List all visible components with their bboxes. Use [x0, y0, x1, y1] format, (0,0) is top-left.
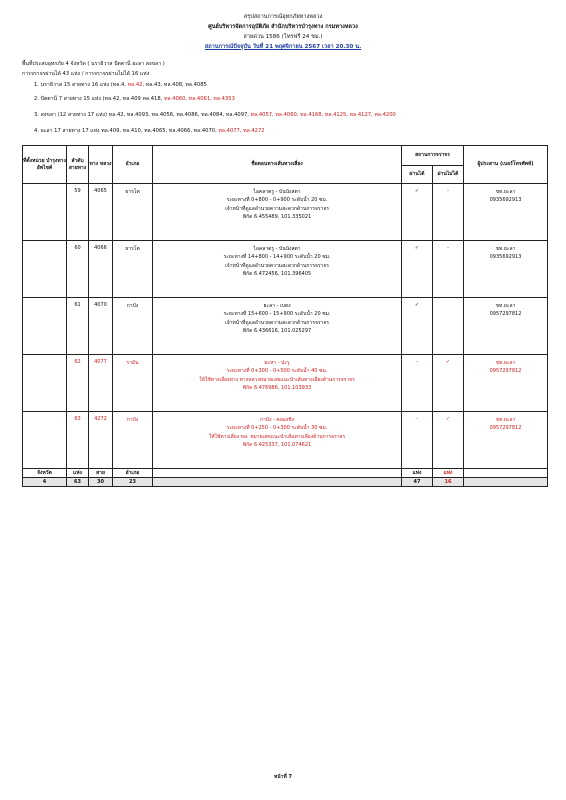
impassable-mark [433, 298, 464, 355]
flood-route-table [22, 145, 548, 487]
route-details [153, 298, 402, 355]
route-details [153, 412, 402, 469]
route-name: ยะลา - เบตง [263, 303, 291, 309]
route-details [153, 355, 402, 412]
province-line-text: 1. นราธิวาส 15 สายทาง 16 แห่ง (ทล.4, [34, 82, 126, 88]
route-note: ให้ใช้ทางเลี่ยง ทล. หมายเลขแนะนำเส้นทางเลี่ยงด้านการจราจร [208, 433, 346, 440]
summary-label-district: อำเภอ [113, 469, 153, 478]
route-district: ธารโต [113, 184, 153, 241]
summary-label-routes: สาย [89, 469, 113, 478]
route-highway: 4077 [89, 355, 113, 412]
contact-office: ขท.ยะลา [495, 303, 516, 309]
route-coordinates: พิกัด 6.455489, 101.335021 [242, 214, 312, 221]
contact-cell [464, 298, 548, 355]
route-distance: ระยะทางที่ 0+300 - 0+500 ระดับน้ำ 40 ซม. [226, 368, 328, 375]
contact-cell [464, 184, 548, 241]
col-header-district: อำเภอ [113, 146, 153, 184]
contact-phone: 0935692913 [489, 197, 522, 204]
table-row [23, 412, 548, 469]
route-coordinates: พิกัด 6.476986, 101.103933 [242, 385, 312, 392]
route-coordinates: พิกัด 6.472456, 101.396405 [242, 271, 312, 278]
summary-province-count: 4 [23, 478, 67, 487]
province-line-highlight: ทล.4060, ทล.4061, ทล.4353 [163, 96, 235, 102]
route-highway: 4272 [89, 412, 113, 469]
hotline: สายด่วน 1586 (โทรฟรี 24 ชม.) [243, 34, 323, 40]
province-line-4 [34, 128, 265, 134]
contact-cell [464, 241, 548, 298]
passable-mark: - [402, 355, 433, 412]
table-row [23, 184, 548, 241]
summary-label-impassable: แห่ง [433, 469, 464, 478]
province-line-3 [34, 112, 396, 118]
province-line-highlight: ทล.4057, ทล.4060, ทล.4168, ทล.4125, ทล.4127, ทล.4200 [250, 112, 396, 118]
summary-value-row [23, 478, 548, 487]
passable-mark: - [402, 412, 433, 469]
contact-phone: 0957297812 [489, 368, 522, 375]
summary-label-province: จังหวัด [23, 469, 67, 478]
route-details [153, 241, 402, 298]
col-header-impassable: ผ่านไม่ได้ [433, 166, 464, 184]
passable-mark: ✓ [402, 184, 433, 241]
table-row [23, 241, 548, 298]
col-header-traffic-status: สถานการจราจร [402, 146, 464, 166]
route-name: กาบัง - คลองชิง [259, 417, 295, 423]
summary-passable-count: 47 [402, 478, 433, 487]
route-highway: 4065 [89, 184, 113, 241]
contact-phone: 0957297812 [489, 425, 522, 432]
passable-summary: การจราจรผ่านได้ 43 แห่ง / การจราจรผ่านไม่ได้ 16 แห่ง [22, 71, 150, 77]
passable-mark: ✓ [402, 298, 433, 355]
contact-office: ขท.ยะลา [495, 360, 516, 366]
province-line-text: 4. ยะลา 17 สายทาง 17 แห่ง ทล.409, ทล.410, ทล.4065, ทล.4066, ทล.4070, [34, 128, 217, 134]
province-line-highlight: ทล.42, [127, 82, 145, 88]
impassable-mark: ✓ [433, 355, 464, 412]
summary-impassable-count: 16 [433, 478, 464, 487]
summary-points-count: 63 [67, 478, 89, 487]
route-seq: 60 [67, 241, 89, 298]
route-details [153, 184, 402, 241]
affected-areas: พื้นที่ประสบอุทกภัย 4 จังหวัด ( นราธิวาส ปัตตานี ยะลา สงขลา ) [22, 61, 165, 67]
route-district: กาบัง [113, 298, 153, 355]
contact-cell [464, 412, 548, 469]
summary-district-count: 23 [113, 478, 153, 487]
col-header-seq: ลำดับ สายทาง [67, 146, 89, 184]
route-coordinates: พิกัด 6.436616, 101.025297 [242, 328, 312, 335]
col-header-route-name: ชื่อตอนทางเส้นทางเลี่ยง [153, 146, 402, 184]
contact-cell [464, 355, 548, 412]
route-distance: ระยะทางที่ 0+250 - 0+300 ระดับน้ำ 30 ซม. [226, 425, 328, 432]
contact-office: ขท.ยะลา [495, 417, 516, 423]
col-header-unit: ที่ตั้งหน่วย บำรุงทาง อัพไชค์ [23, 146, 67, 184]
route-district: ธารโต [113, 241, 153, 298]
route-distance: ระยะทางที่ 15+600 - 15+900 ระดับน้ำ 20 ซม. [223, 311, 331, 318]
col-header-contact: ผู้ประสาน (เบอร์โทรศัพท์) [464, 146, 548, 184]
contact-office: ขท.ยะลา [495, 246, 516, 252]
route-name: ไอคลาตรู - บันนังสตา [253, 246, 301, 252]
province-line-text: 3. สงขลา (12 สายทาง 17 แห่ง) ทล.42, ทล.4093, ทล.4056, ทล.4086, ทล.4084, ทล.4097, [34, 112, 249, 118]
passable-mark: ✓ [402, 241, 433, 298]
province-line-highlight: ทล.4077, ทล.4272 [218, 128, 265, 134]
contact-phone: 0935692913 [489, 254, 522, 261]
province-line-2 [34, 96, 235, 102]
impassable-mark: - [433, 184, 464, 241]
route-distance: ระยะทางที่ 14+800 - 14+900 ระดับน้ำ 20 ซม. [223, 254, 331, 261]
route-distance: ระยะทางที่ 0+800 - 0+900 ระดับน้ำ 20 ซม. [226, 197, 328, 204]
route-district: กาบัง [113, 412, 153, 469]
contact-phone: 0957297812 [489, 311, 522, 318]
table-row [23, 298, 548, 355]
route-seq: 61 [67, 298, 89, 355]
route-name: ยะหา - ปะรู [264, 360, 290, 366]
report-timestamp: สถานการณ์ปัจจุบัน วันที่ 21 พฤศจิกายน 2567 เวลา 20.30 น. [204, 44, 362, 50]
summary-label-row [23, 469, 548, 478]
table-row [23, 355, 548, 412]
impassable-mark: ✓ [433, 412, 464, 469]
route-seq: 62 [67, 355, 89, 412]
summary-routes-count: 30 [89, 478, 113, 487]
route-name: ไอคลาตรู - บันนังสตา [253, 189, 301, 195]
route-highway: 4070 [89, 298, 113, 355]
summary-label-points: แห่ง [67, 469, 89, 478]
route-seq: 63 [67, 412, 89, 469]
province-line-1 [34, 82, 207, 88]
route-seq: 59 [67, 184, 89, 241]
route-note: ให้ใช้ทางเลี่ยงทาง ทางหลวงหมายเลขแนะนำเส้นทางเลี่ยงด้านการจราจร [199, 376, 355, 383]
col-header-highway: ทาง หลวง [89, 146, 113, 184]
contact-office: ขท.ยะลา [495, 189, 516, 195]
impassable-mark: - [433, 241, 464, 298]
route-highway: 4066 [89, 241, 113, 298]
province-line-text: 2. ปัตตานี 7 สายทาง 15 แห่ง (ทล.42, ทล.409 ทล.418, [34, 96, 163, 102]
summary-label-passable: แห่ง [402, 469, 433, 478]
province-line-text: ทล.43, ทล.408, ทล.4085 [145, 82, 207, 88]
route-district: รามัน [113, 355, 153, 412]
route-note: เจ้าหน้าที่ดูแลอำนวยความสะดวกด้านการจราจร [225, 205, 329, 212]
report-agency: ศูนย์บริหารจัดการอุบัติภัย สำนักบริหารบำรุงทาง กรมทางหลวง [208, 24, 358, 30]
col-header-passable: ผ่านได้ [402, 166, 433, 184]
route-note: เจ้าหน้าที่ดูแลอำนวยความสะดวกด้านการจราจร [225, 262, 329, 269]
route-note: เจ้าหน้าที่ดูแลอำนวยความสะดวกด้านการจราจร [225, 319, 329, 326]
route-coordinates: พิกัด 6.425337, 101.074621 [242, 442, 312, 449]
report-title: สรุปสถานการณ์อุทกภัยทางหลวง [243, 14, 323, 20]
page-number: หน้าที่ 7 [273, 774, 293, 780]
